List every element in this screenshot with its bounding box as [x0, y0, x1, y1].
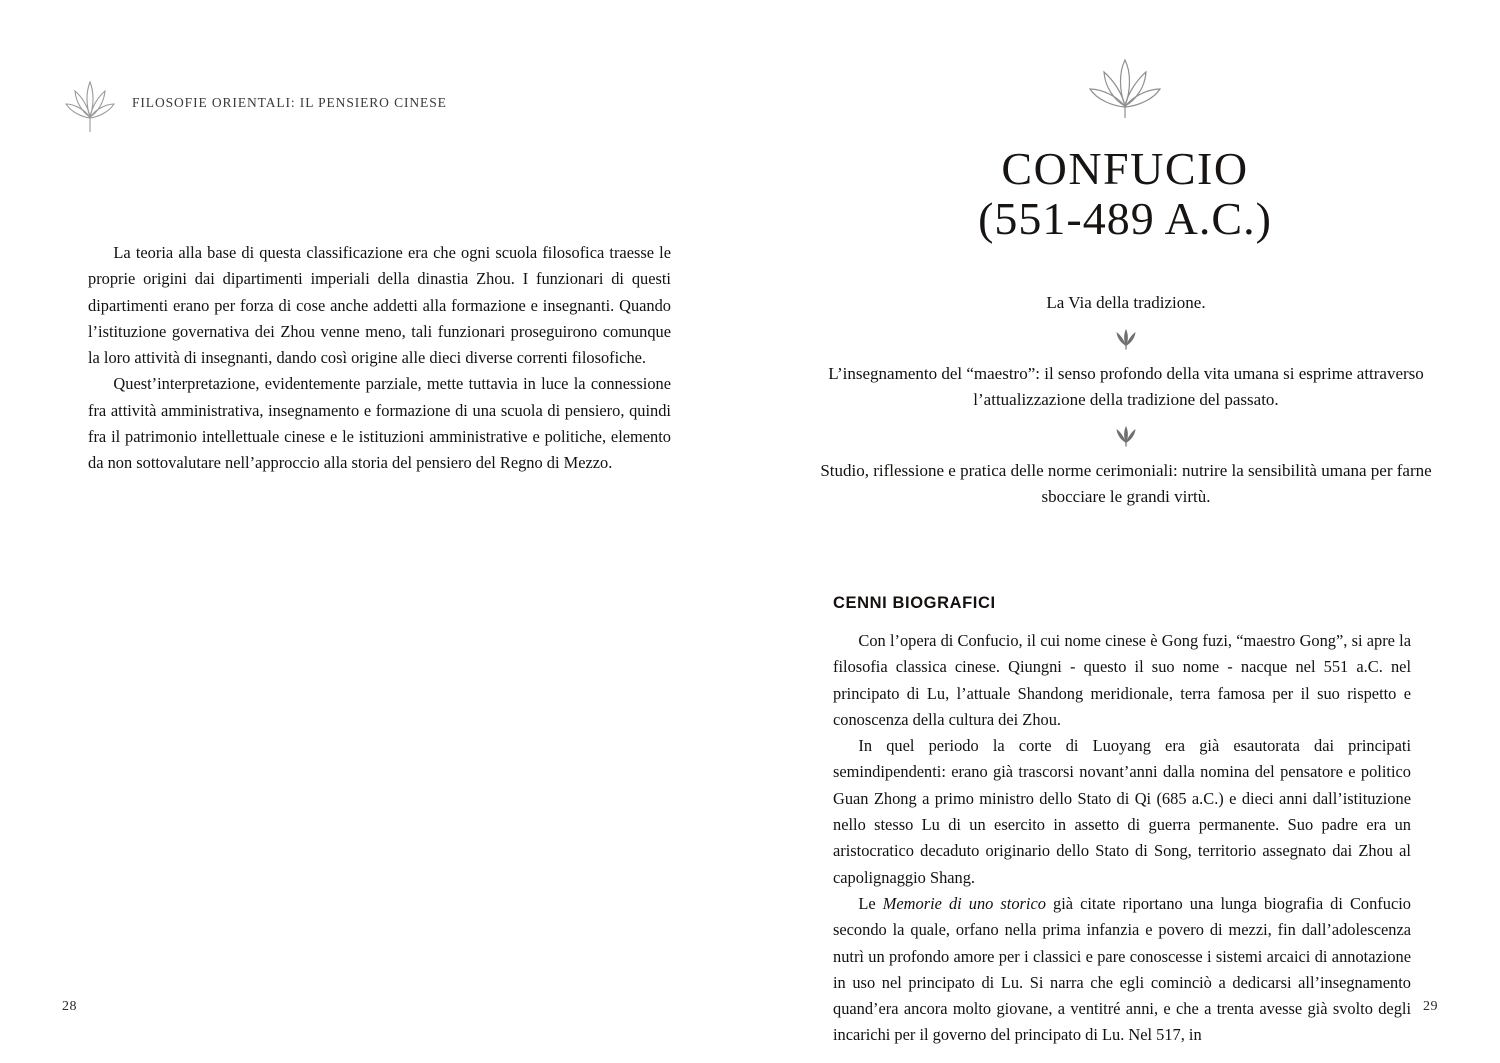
chapter-title-line-1: CONFUCIO: [1001, 143, 1249, 194]
epigraph-line: La Via della tradizione.: [1046, 293, 1206, 312]
chapter-title-line-2: (551-489 A.C.): [978, 193, 1272, 244]
chapter-header: [750, 56, 1500, 244]
page-number-right: 29: [1423, 999, 1438, 1014]
chapter-title: [750, 144, 1500, 244]
lotus-bud-icon: [810, 425, 1442, 447]
section-heading: CENNI BIOGRAFICI: [833, 594, 996, 612]
right-page-body: [833, 628, 1411, 1049]
left-page-body: [88, 240, 671, 477]
page-number-left: 28: [62, 999, 77, 1014]
lotus-bud-icon: [810, 328, 1442, 350]
lotus-icon: [62, 72, 118, 134]
text-after-italic: già citate riportano una lunga biografia di Confucio secondo la quale, orfano nella prima infanzia e povero di mezzi, fin dall’adolescenza nutrì un profondo amore per i classici e pare conoscesse i sistemi arcaici di annotazione in uso nel principato di Lu. Si narra che egli cominciò a dedicarsi all’insegnamento quand’era ancora molto giovane, a ventitré anni, e che a trenta avesse già svolto degli incarichi per il governo del principato di Lu. Nel 517, in: [833, 893, 1411, 1045]
running-head: [62, 72, 447, 134]
epigraph-line: L’insegnamento del “maestro”: il senso profondo della vita umana si esprime attraverso l’attualizzazione della tradizione del passato.: [828, 363, 1424, 409]
right-page: [750, 0, 1500, 1063]
book-title-italic: Memorie di uno storico: [882, 893, 1046, 913]
text-before-italic: Le: [858, 893, 883, 913]
paragraph: La teoria alla base di questa classificazione era che ogni scuola filosofica traesse le proprie origini dai dipartimenti imperiali della dinastia Zhou. I funzionari di questi dipartimenti erano per forza di cose anche addetti alla formazione e insegnanti. Quando l’istituzione governativa dei Zhou venne meno, tali funzionari proseguirono comunque la loro attività di insegnanti, dando così origine alle dieci diverse correnti filosofiche.: [88, 243, 671, 368]
lotus-icon: [750, 56, 1500, 120]
paragraph: Con l’opera di Confucio, il cui nome cinese è Gong fuzi, “maestro Gong”, si apre la filosofia classica cinese. Qiungni - questo il suo nome - nacque nel 551 a.C. nel principato di Lu, l’attuale Shandong meridionale, terra famosa per il suo rispetto e conoscenza della cultura dei Zhou.: [833, 631, 1411, 729]
epigraph-block: [810, 290, 1442, 511]
paragraph: Quest’interpretazione, evidentemente parziale, mette tuttavia in luce la connessione fra attività amministrativa, insegnamento e formazione di una scuola di pensiero, quindi fra il patrimonio intellettuale cinese e le istituzioni amministrative e politiche, elemento da non sottovalutare nell’approccio alla storia del pensiero del Regno di Mezzo.: [88, 374, 671, 473]
running-head-text: FILOSOFIE ORIENTALI: IL PENSIERO CINESE: [132, 95, 447, 110]
paragraph: In quel periodo la corte di Luoyang era già esautorata dai principati semindipendenti: erano già trascorsi novant’anni dalla nomina del pensatore e politico Guan Zhong a primo ministro dello Stato di Qi (685 a.C.) e dieci anni dall’istituzione nello stesso Lu di un esercito in assetto di guerra permanente. Suo padre era un aristocratico decaduto originario dello Stato di Song, territorio assegnato dai Zhou al capolignaggio Shang.: [833, 736, 1411, 887]
epigraph-line: Studio, riflessione e pratica delle norme cerimoniali: nutrire la sensibilità umana per farne sbocciare le grandi virtù.: [820, 460, 1432, 506]
paragraph-with-italic: [833, 891, 1411, 1049]
